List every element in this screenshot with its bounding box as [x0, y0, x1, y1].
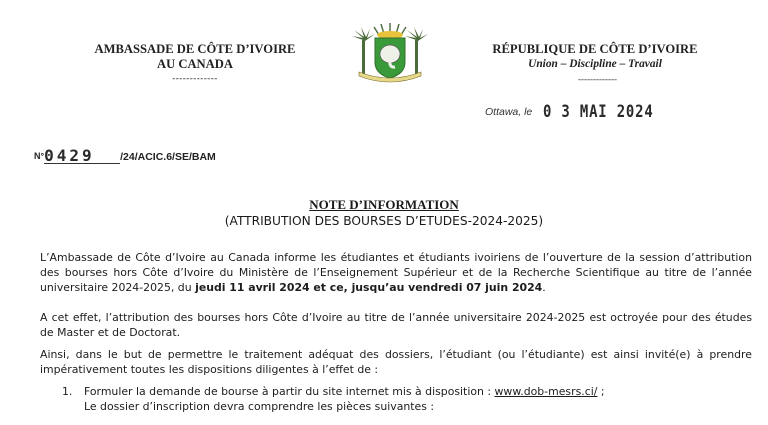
embassy-country: AU CANADA	[157, 57, 233, 71]
reference-suffix: /24/ACIC.6/SE/BAM	[120, 151, 216, 163]
date-stamp: 0 3 MAI 2024	[543, 102, 654, 122]
paragraph-eligibility: A cet effet, l’attribution des bourses hors Côte d’Ivoire au titre de l’année universitaire 2024-2025 est octroyée pour des études de Master et de Doctorat.	[40, 311, 752, 339]
list-item-number: 1.	[62, 385, 73, 398]
list-item-after: ;	[597, 385, 605, 398]
date-line	[485, 100, 678, 122]
steps-list	[62, 384, 752, 414]
paragraph-text: L’Ambassade de Côte d’Ivoire au Canada informe les étudiantes et étudiants ivoiriens de l’ouverture de la session d’attribution des bourses hors Côte d’Ivoire du Ministère de l’Enseignement Supérieur et de la Recherche Scientifique au titre de l’année universitaire 2024-2025, du	[40, 251, 752, 294]
republic-name: RÉPUBLIQUE DE CÔTE D’IVOIRE	[492, 42, 698, 56]
reference-stamp-number: 0429	[44, 148, 120, 164]
document-title	[0, 197, 768, 229]
embassy-header	[70, 42, 320, 84]
reference-number	[34, 148, 216, 164]
list-item	[62, 384, 752, 414]
list-item-text: Formuler la demande de bourse à partir du site internet mis à disposition :	[84, 385, 495, 398]
national-motto: Union – Discipline – Travail	[528, 58, 662, 70]
reference-prefix: N°	[34, 151, 45, 161]
header-separator: -------------	[172, 73, 218, 83]
paragraph-announcement	[40, 250, 752, 295]
paragraph-end: .	[542, 281, 546, 294]
scholarship-website-link[interactable]: www.dob-mesrs.ci/	[494, 385, 598, 398]
date-label: Ottawa, le	[485, 106, 533, 118]
republic-header	[470, 42, 720, 72]
paragraph-instructions: Ainsi, dans le but de permettre le traitement adéquat des dossiers, l’étudiant (ou l’étudiante) est ainsi invité(e) à prendre impérativement toutes les dispositions diligentes à l’effet de :	[40, 348, 752, 376]
embassy-name: AMBASSADE DE CÔTE D’IVOIRE	[94, 42, 296, 56]
list-item-subtext: Le dossier d’inscription devra comprendre les pièces suivantes :	[84, 400, 435, 413]
coat-of-arms-icon	[351, 20, 429, 88]
header-separator-right: -------------	[578, 74, 617, 84]
title-subtitle: (ATTRIBUTION DES BOURSES D’ETUDES-2024-2025)	[224, 214, 544, 228]
application-period: jeudi 11 avril 2024 et ce, jusqu’au vendredi 07 juin 2024	[195, 281, 543, 294]
title-main: NOTE D’INFORMATION	[309, 197, 459, 212]
